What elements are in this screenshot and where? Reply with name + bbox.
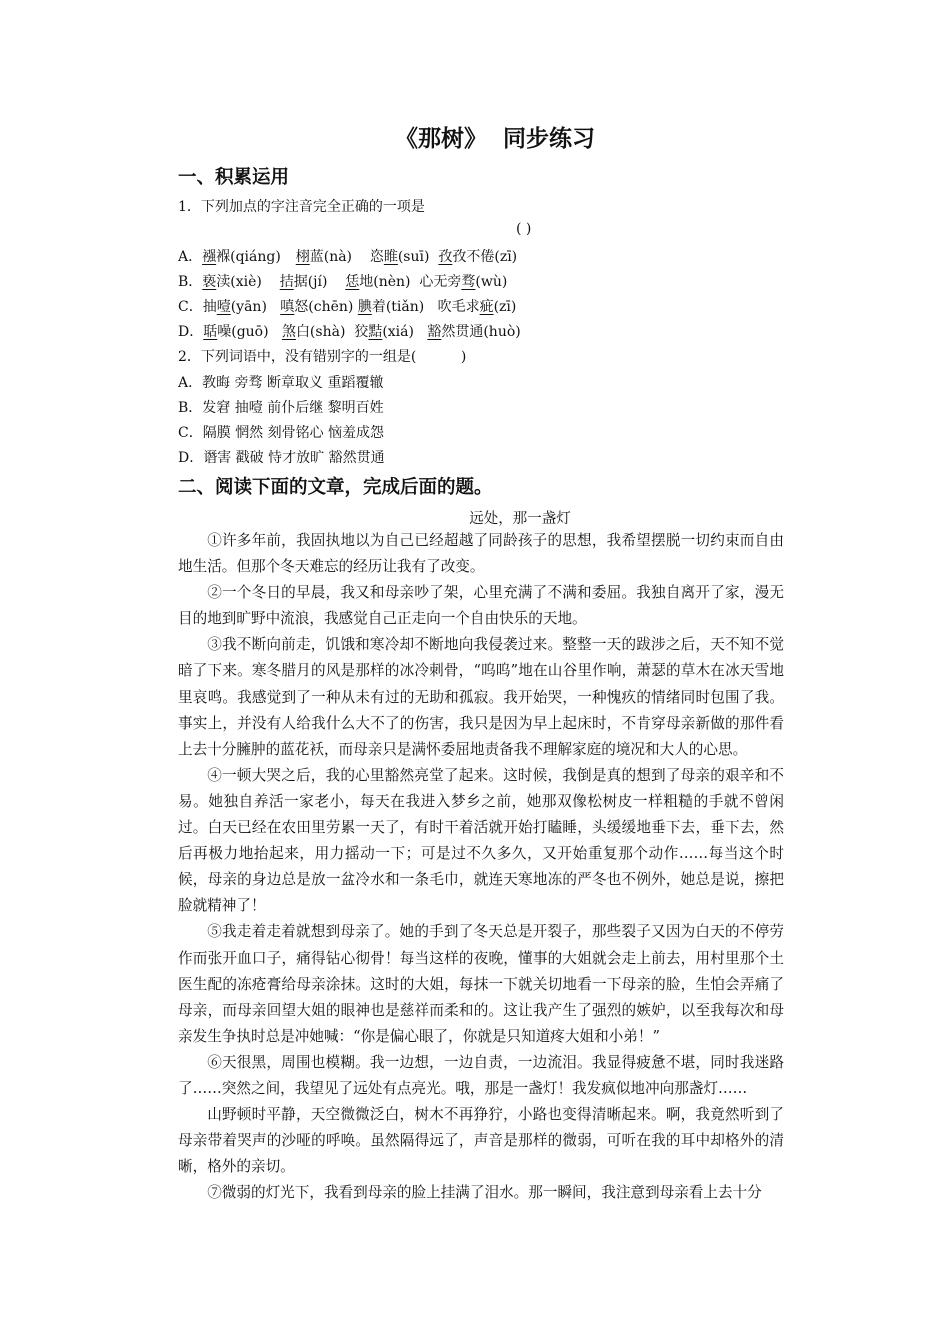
question-1-option-a: A．襁褓(qiáng) 栩蓝(nà) 恣睢(suī) 孜孜不倦(zī)	[178, 249, 518, 265]
article-paragraph: ④一顿大哭之后，我的心里豁然亮堂了起来。这时候，我倒是真的想到了母亲的艰辛和不易。她独自养活一家老小，每天在我进入梦乡之前，她那双像松树皮一样粗糙的手就不曾闲过。白天已经在农田里劳累一天了，有时干着活就开始打瞌睡，头缓缓地垂下去，垂下去，然后再极力地抬起来，用力摇动一下；可是过不久多久，又开始重复那个动作……每当这个时候，母亲的身边总是放一盆冷水和一条毛巾，就连天寒地冻的严冬也不例外，她总是说，擦把脸就精神了！	[178, 766, 784, 915]
question-2-option-a: A．教晦 旁骛 断章取义 重蹈覆辙	[178, 375, 384, 391]
question-2-option-c: C．隔膜 惘然 刻骨铭心 恼羞成怨	[178, 425, 385, 441]
question-1-stem: 1．下列加点的字注音完全正确的一项是	[178, 199, 425, 215]
question-2-option-b: B．发窘 抽噎 前仆后继 黎明百姓	[178, 400, 384, 416]
question-2-stem: 2．下列词语中，没有错别字的一组是( )	[178, 349, 467, 365]
section-heading-accumulation: 一、积累运用	[178, 167, 290, 188]
question-1-answer-paren: ( )	[516, 221, 532, 237]
article-paragraph: ⑦微弱的灯光下，我看到母亲的脸上挂满了泪水。那一瞬间，我注意到母亲看上去十分	[207, 1184, 762, 1202]
article-paragraph: 山野顿时平静，天空微微泛白，树木不再狰狞，小路也变得清晰起来。啊，我竟然听到了母亲带着哭声的沙哑的呼唤。虽然隔得远了，声音是那样的微弱，可听在我的耳中却格外的清晰，格外的亲切。	[178, 1106, 784, 1176]
article-paragraph: ③我不断向前走，饥饿和寒冷却不断地向我侵袭过来。整整一天的跋涉之后，天不知不觉暗了下来。寒冬腊月的风是那样的冰冷刺骨，“呜呜”地在山谷里作响，萧瑟的草木在冰天雪地里哀鸣。我感觉到了一种从未有过的无助和孤寂。我开始哭，一种愧疚的情绪同时包围了我。事实上，并没有人给我什么大不了的伤害，我只是因为早上起床时，不肯穿母亲新做的那件看上去十分臃肿的蓝花袄，而母亲只是满怀委屈地责备我不理解家庭的境况和大人的心思。	[178, 636, 784, 758]
article-body	[178, 528, 784, 1206]
question-1-option-c: C．抽噎(yān) 嗔怒(chēn) 腆着(tiǎn) 吹毛求疵(zī)	[178, 299, 517, 315]
page-title: 《那树》 同步练习	[394, 126, 595, 152]
article-title: 远处，那一盏灯	[469, 511, 571, 527]
section-heading-reading: 二、阅读下面的文章，完成后面的题。	[178, 477, 493, 498]
article-paragraph: ②一个冬日的早晨，我又和母亲吵了架，心里充满了不满和委屈。我独自离开了家，漫无目的地到旷野中流浪，我感觉自己正走向一个自由快乐的天地。	[178, 584, 784, 628]
question-1-option-b: B．亵渎(xiè) 拮据(jí) 恁地(nèn) 心无旁骛(wù)	[178, 274, 508, 290]
question-2-option-d: D．谮害 戳破 恃才放旷 豁然贯通	[178, 450, 385, 466]
article-paragraph: ①许多年前，我固执地以为自己已经超越了同龄孩子的思想，我希望摆脱一切约束而自由地生活。但那个冬天难忘的经历让我有了改变。	[178, 532, 784, 576]
article-paragraph: ⑥天很黑，周围也模糊。我一边想，一边自责，一边流泪。我显得疲惫不堪，同时我迷路了……突然之间，我望见了远处有点亮光。哦，那是一盏灯！我发疯似地冲向那盏灯……	[178, 1053, 784, 1097]
question-1-option-d: D．聒噪(guō) 煞白(shà) 狡黠(xiá) 豁然贯通(huò)	[178, 324, 521, 340]
article-paragraph: ⑤我走着走着就想到母亲了。她的手到了冬天总是开裂子，那些裂子又因为白天的不停劳作而张开血口子，痛得钻心彻骨！每当这样的夜晚，懂事的大姐就会走上前去，用村里那个土医生配的冻疮膏给母亲涂抹。这时的大姐，每抹一下就关切地看一下母亲的脸，生怕会弄痛了母亲，而母亲回望大姐的眼神也是慈祥而柔和的。这让我产生了强烈的嫉妒，以至我每次和母亲发生争执时总是冲她喊：“你是偏心眼了，你就是只知道疼大姐和小弟！”	[178, 923, 784, 1045]
